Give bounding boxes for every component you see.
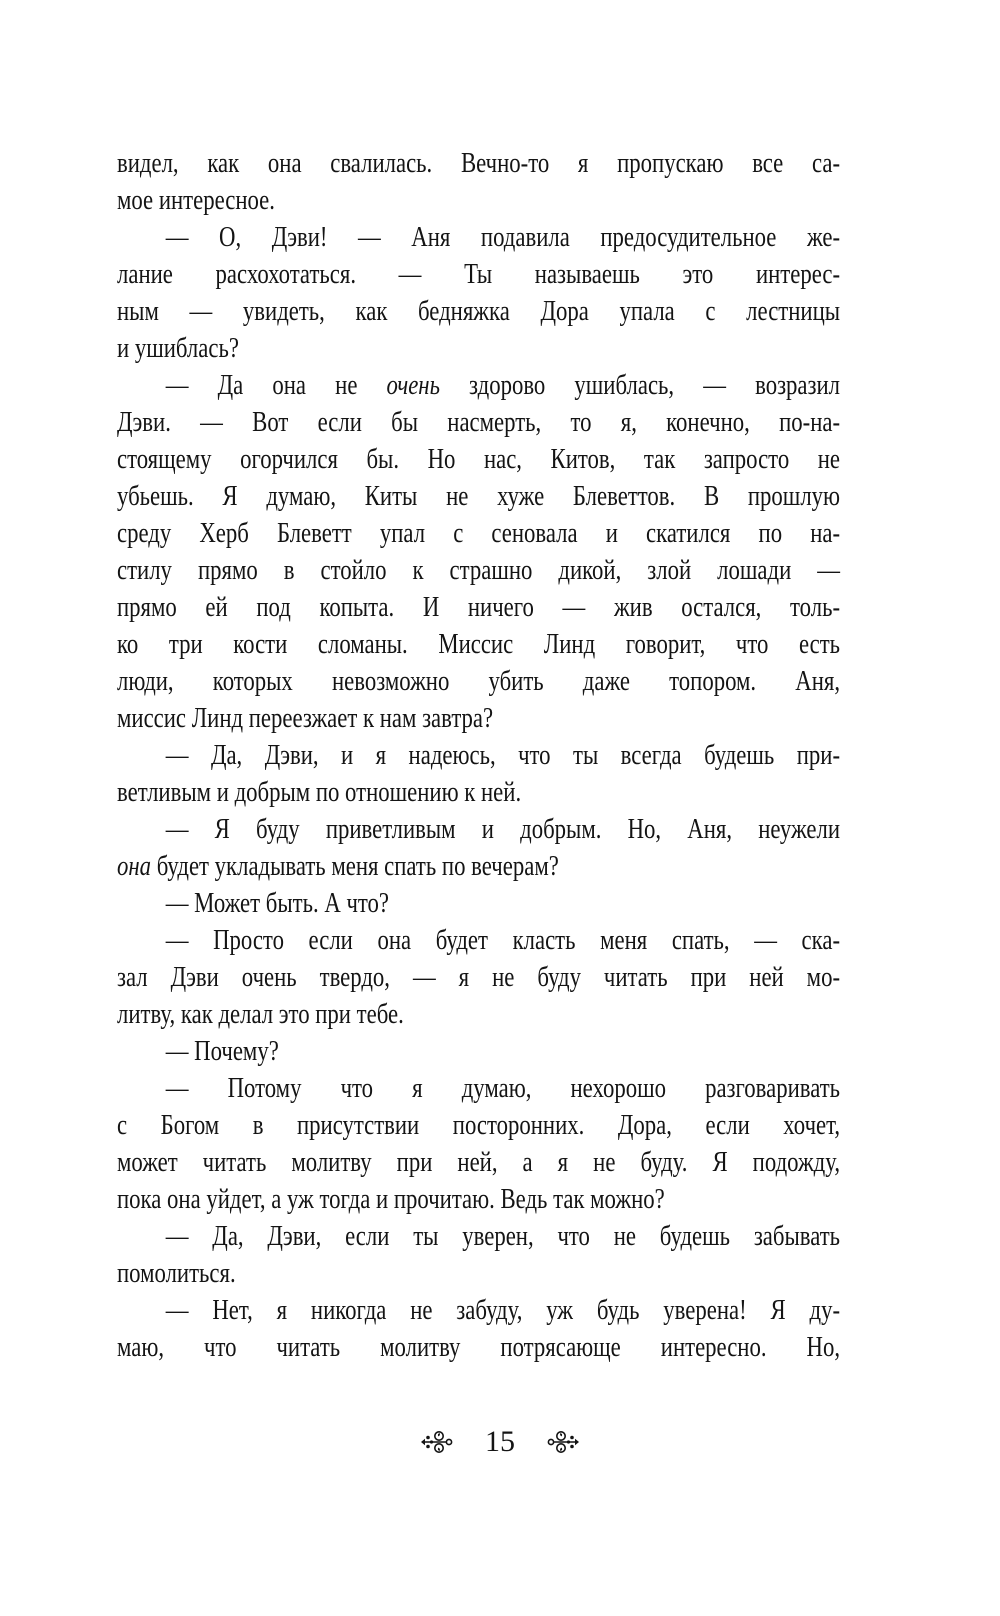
text-line <box>117 1070 840 1107</box>
text-line <box>117 145 840 182</box>
paragraph <box>117 367 840 737</box>
text-line-content: — О, Дэви! — Аня подавила предосудительное же- <box>165 222 841 253</box>
text-line-content: среду Херб Блеветт упал с сеновала и скатился по на- <box>117 518 841 549</box>
text-line <box>117 589 840 626</box>
text-line-content: стоящему огорчился бы. Но нас, Китов, так запросто не <box>117 444 841 475</box>
text-line <box>117 848 840 885</box>
text-line <box>117 959 840 996</box>
text-line <box>117 1292 840 1329</box>
text-line-content: зал Дэви очень твердо, — я не буду читать при ней мо- <box>117 962 841 993</box>
text-line-content: — Почему? <box>165 1036 279 1067</box>
text-line <box>117 663 840 700</box>
paragraph <box>117 219 840 367</box>
text-line <box>117 441 840 478</box>
text-run: будет укладывать меня спать по вечерам? <box>151 851 559 882</box>
text-line-content: мое интересное. <box>117 185 275 216</box>
text-line <box>117 774 840 811</box>
text-line-content: видел, как она свалилась. Вечно-то я пропускаю все са- <box>117 148 841 179</box>
fleuron-left-icon <box>419 1428 453 1456</box>
text-line <box>117 515 840 552</box>
text-line-content: — Нет, я никогда не забуду, уж будь уверена! Я ду- <box>165 1295 841 1326</box>
text-line <box>117 256 840 293</box>
text-line <box>117 811 840 848</box>
text-line-content: и ушиблась? <box>117 333 239 364</box>
text-line-content <box>117 848 840 885</box>
text-line-content: убьешь. Я думаю, Киты не хуже Блеветтов. В прошлую <box>117 481 841 512</box>
paragraph <box>117 922 840 1033</box>
text-line <box>117 552 840 589</box>
text-line <box>117 219 840 256</box>
text-line-content: прямо ей под копыта. И ничего — жив остался, толь- <box>117 592 841 623</box>
text-line <box>117 1181 840 1218</box>
page-footer <box>0 1422 1000 1462</box>
page-number: 15 <box>485 1425 515 1458</box>
text-line <box>117 182 840 219</box>
text-line <box>117 1033 840 1070</box>
text-line-content: пока она уйдет, а уж тогда и прочитаю. Ведь так можно? <box>117 1184 665 1215</box>
text-line <box>117 1255 840 1292</box>
text-run: здорово ушиблась, — возразил <box>439 370 841 401</box>
fleuron-right-icon <box>547 1428 581 1456</box>
paragraph <box>117 1033 840 1070</box>
italic-emphasis: она <box>117 851 152 882</box>
text-line-content: литву, как делал это при тебе. <box>117 999 404 1030</box>
text-line-content: может читать молитву при ней, а я не буду. Я подожду, <box>117 1147 841 1178</box>
text-line-content: ным — увидеть, как бедняжка Дора упала с лестницы <box>117 296 841 327</box>
text-line <box>117 1144 840 1181</box>
text-line <box>117 293 840 330</box>
text-run: — Да она не <box>165 370 387 401</box>
text-line-content: Дэви. — Вот если бы насмерть, то я, конечно, по-на- <box>117 407 841 438</box>
italic-emphasis: очень <box>386 370 440 401</box>
text-line-content: — Я буду приветливым и добрым. Но, Аня, неужели <box>165 814 841 845</box>
text-line-content: маю, что читать молитву потрясающе интересно. Но, <box>117 1332 841 1363</box>
text-line-content: помолиться. <box>117 1258 236 1289</box>
text-line <box>117 922 840 959</box>
text-line <box>117 330 840 367</box>
text-line <box>117 1329 840 1366</box>
text-line <box>117 367 840 404</box>
text-line <box>117 1107 840 1144</box>
text-line-content: лание расхохотаться. — Ты называешь это интерес- <box>117 259 841 290</box>
paragraph <box>117 885 840 922</box>
text-line-content: стилу прямо в стойло к страшно дикой, злой лошади — <box>117 555 841 586</box>
text-line-content: ко три кости сломаны. Миссис Линд говорит, что есть <box>117 629 841 660</box>
paragraph <box>117 1070 840 1218</box>
text-line-content: — Может быть. А что? <box>165 888 390 919</box>
text-line <box>117 885 840 922</box>
text-line <box>117 478 840 515</box>
text-line-content: — Потому что я думаю, нехорошо разговаривать <box>165 1073 841 1104</box>
text-line <box>117 404 840 441</box>
text-line <box>117 700 840 737</box>
text-line-content: ветливым и добрым по отношению к ней. <box>117 777 522 808</box>
text-line <box>117 737 840 774</box>
text-line-content <box>117 367 840 404</box>
text-line-content: с Богом в присутствии посторонних. Дора, если хочет, <box>117 1110 841 1141</box>
paragraph <box>117 1218 840 1292</box>
paragraph <box>117 145 840 219</box>
text-line-content: — Да, Дэви, если ты уверен, что не будешь забывать <box>165 1221 841 1252</box>
text-line-content: миссис Линд переезжает к нам завтра? <box>117 703 494 734</box>
paragraph <box>117 1292 840 1366</box>
text-line-content: — Просто если она будет класть меня спать, — ска- <box>165 925 841 956</box>
text-line <box>117 996 840 1033</box>
text-line <box>117 1218 840 1255</box>
paragraph <box>117 737 840 811</box>
body-text <box>117 145 840 1366</box>
text-line-content: — Да, Дэви, и я надеюсь, что ты всегда будешь при- <box>165 740 841 771</box>
paragraph <box>117 811 840 885</box>
text-line-content: люди, которых невозможно убить даже топором. Аня, <box>117 666 841 697</box>
text-line <box>117 626 840 663</box>
